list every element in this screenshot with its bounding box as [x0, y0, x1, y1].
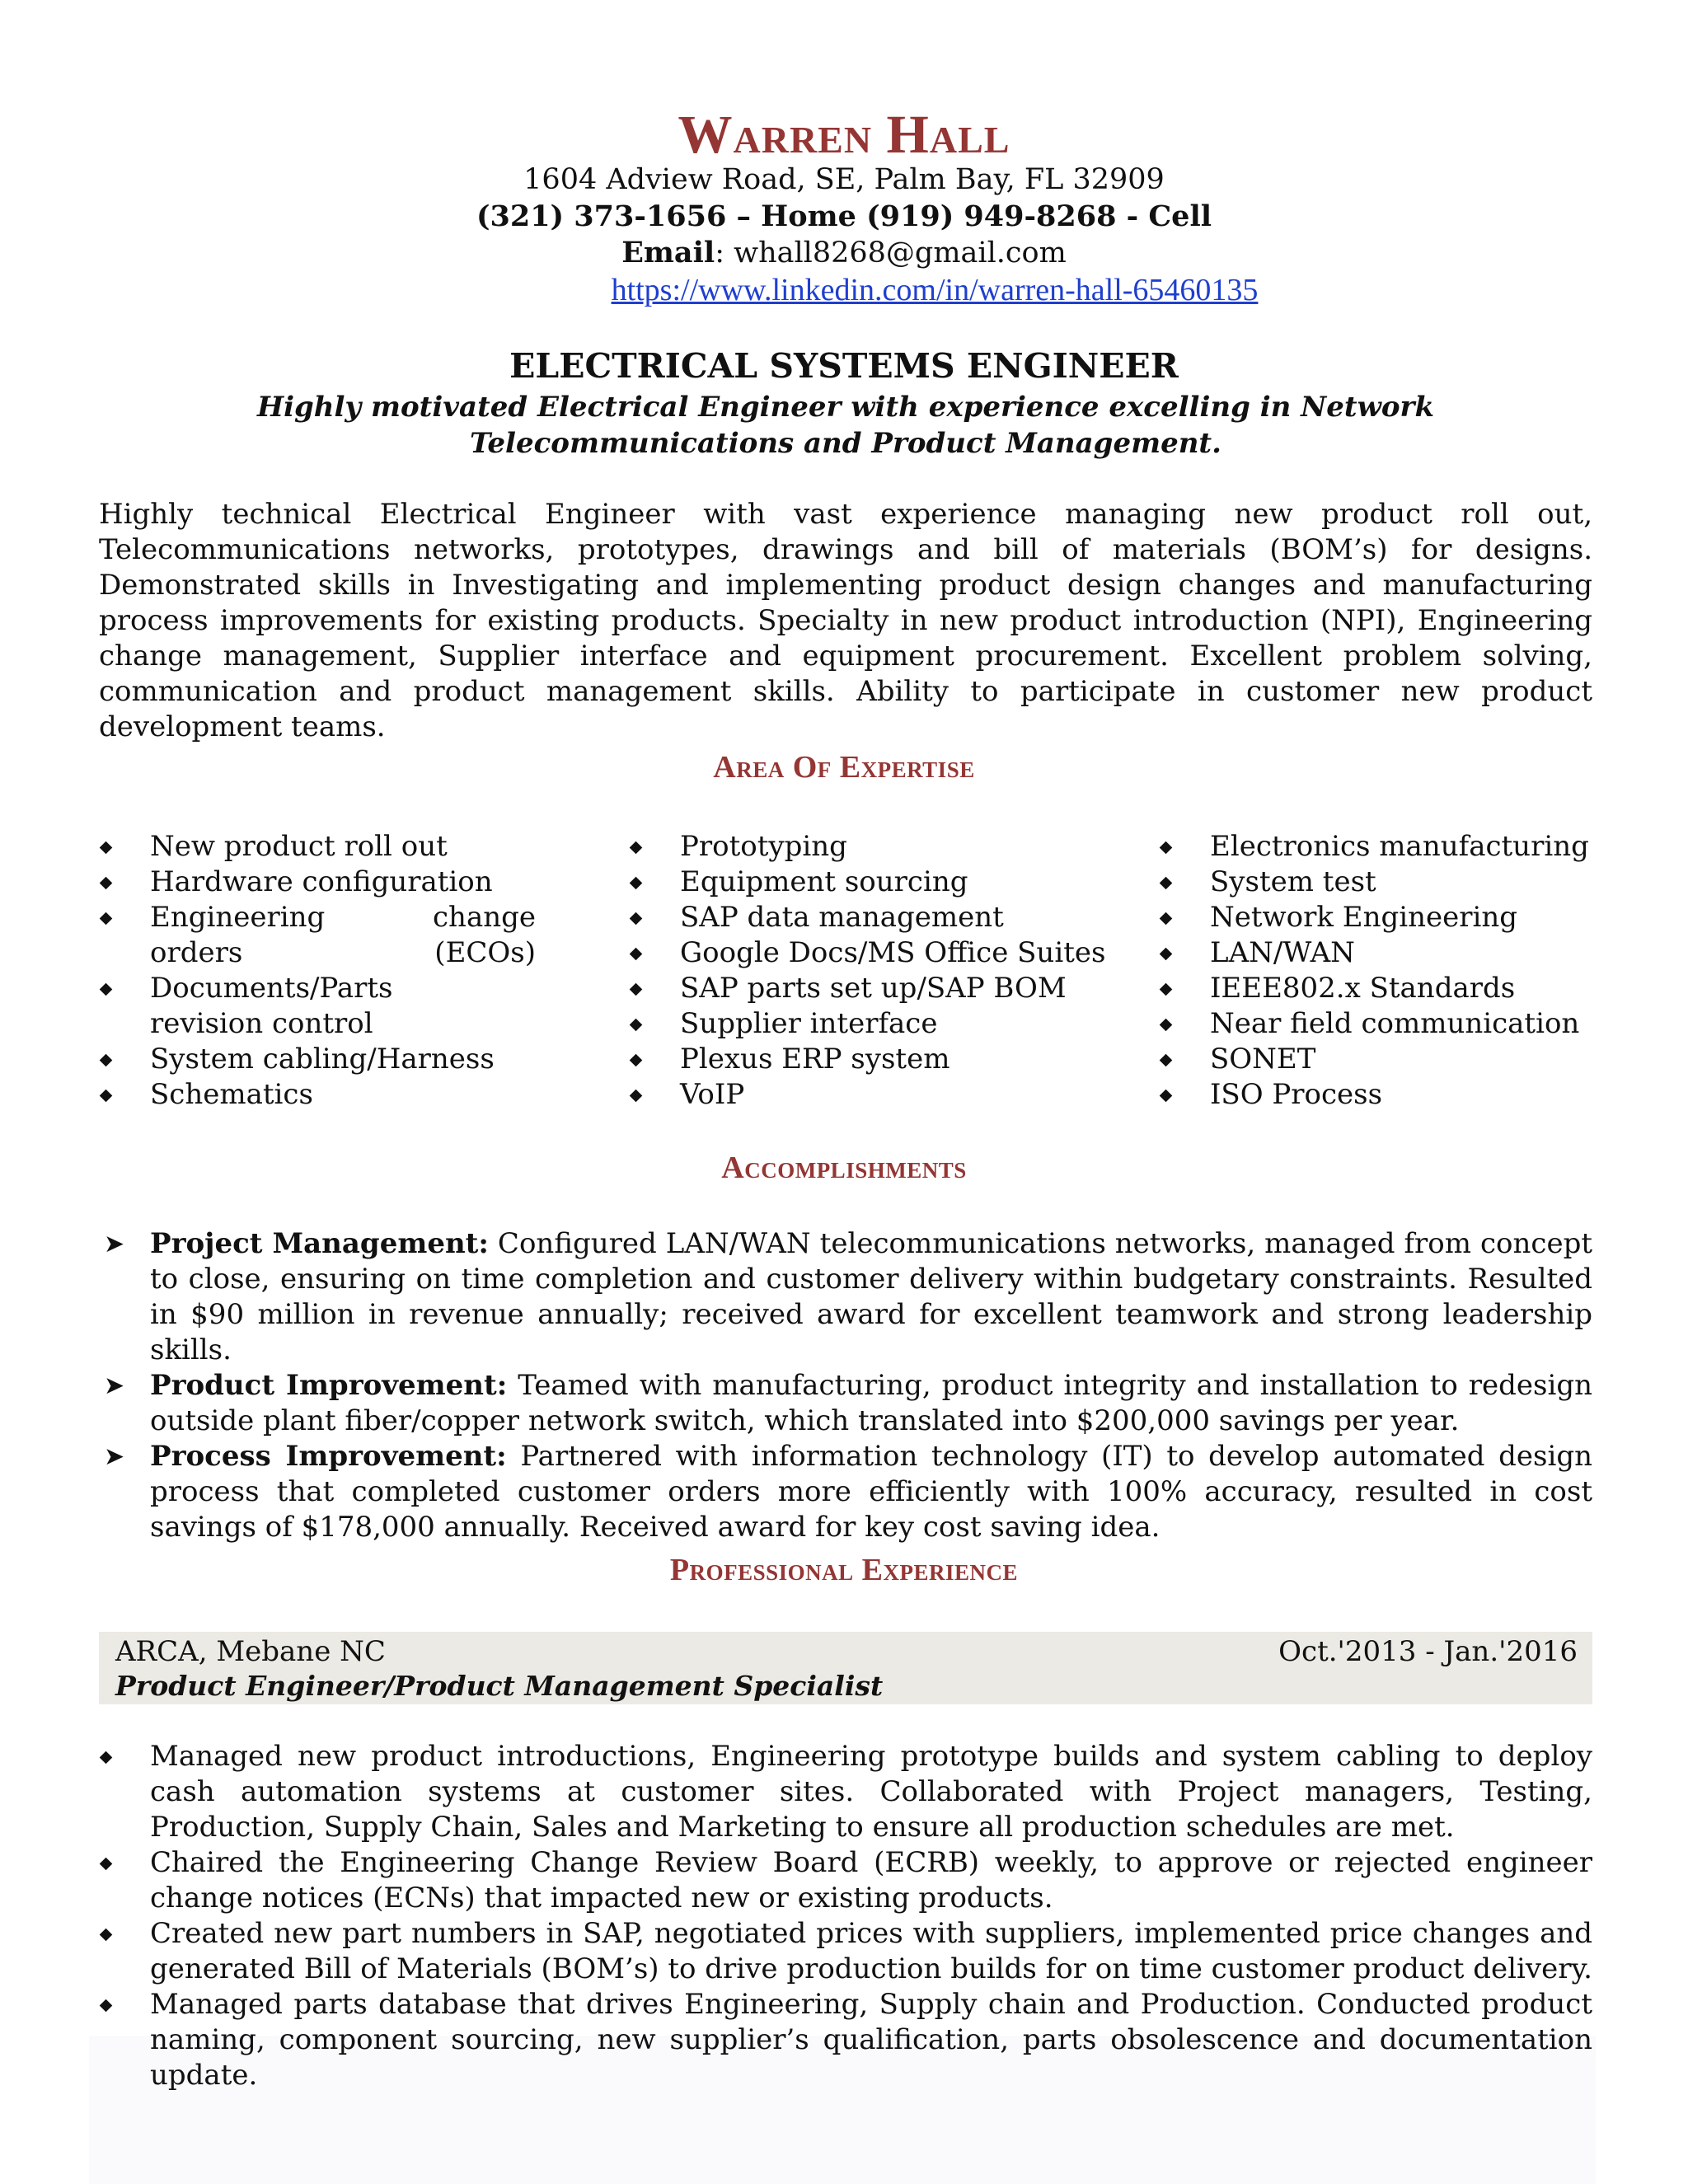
arrow-bullet-icon: ➤: [104, 1230, 125, 1258]
list-item: Plexus ERP system: [629, 1042, 1123, 1077]
list-item: IEEE802.x Standards: [1159, 971, 1620, 1006]
list-item: SAP data management: [629, 900, 1123, 935]
diamond-bullet-icon: [100, 877, 113, 890]
tagline: Highly motivated Electrical Engineer with experience excelling in Network Telecommunications and Product Management.: [256, 391, 1435, 460]
diamond-bullet-icon: [630, 877, 643, 890]
list-item: Schematics: [99, 1077, 536, 1113]
diamond-bullet-icon: [100, 983, 113, 996]
diamond-bullet-icon: [630, 1090, 643, 1103]
diamond-bullet-icon: [1160, 1019, 1173, 1032]
diamond-bullet-icon: [100, 1858, 113, 1871]
diamond-bullet-icon: [100, 1090, 113, 1103]
arrow-bullet-icon: ➤: [104, 1442, 125, 1471]
list-item: Managed new product introductions, Engineering prototype builds and system cabling to deploy cash automation systems at customer sites. Collaborated with Project managers, Testing, Production, Supply Chain, Sales and Marketing to ensure all production schedules are met.: [99, 1739, 1592, 1845]
diamond-bullet-icon: [100, 1054, 113, 1067]
list-item: SONET: [1159, 1042, 1620, 1077]
list-item: Documents/Parts revision control: [99, 971, 397, 1042]
list-item: Managed parts database that drives Engineering, Supply chain and Production. Conducted product naming, component sourcing, new supplier’s qualification, parts obsolescence and documentation update.: [99, 1987, 1592, 2093]
list-item: Near field communication: [1159, 1006, 1620, 1042]
list-item: ➤ Product Improvement: Teamed with manufacturing, product integrity and installation to redesign outside plant fiber/copper network switch, which translated into $200,000 savings per year.: [104, 1369, 1593, 1437]
accomplishments-heading: Accomplishments: [721, 1151, 967, 1185]
diamond-bullet-icon: [1160, 1054, 1173, 1067]
address: 1604 Adview Road, SE, Palm Bay, FL 32909: [523, 163, 1165, 196]
expertise-heading: Area Of Expertise: [713, 750, 975, 785]
expertise-column-2: [629, 829, 1123, 1113]
diamond-bullet-icon: [1160, 912, 1173, 926]
list-item: SAP parts set up/SAP BOM: [629, 971, 1123, 1006]
email-line: [0, 235, 1688, 271]
list-item: Hardware configuration: [99, 865, 536, 900]
list-item: ISO Process: [1159, 1077, 1620, 1113]
diamond-bullet-icon: [100, 841, 113, 855]
list-item: LAN/WAN: [1159, 935, 1620, 971]
experience-heading: Professional Experience: [669, 1553, 1019, 1587]
diamond-bullet-icon: [630, 983, 643, 996]
diamond-bullet-icon: [1160, 1090, 1173, 1103]
email-label: Email: [621, 236, 715, 269]
employment-dates: Oct.'2013 - Jan.'2016: [1278, 1635, 1578, 1668]
list-item: VoIP: [629, 1077, 1123, 1113]
company-name: ARCA, Mebane NC: [115, 1635, 386, 1668]
list-item: ➤ Project Management: Configured LAN/WAN telecommunications networks, managed from concept to close, ensuring on time completion and customer delivery within budgetary constraints. Resulted in $90 million in revenue annually; received award for excellent teamwork and strong leadership skills.: [104, 1227, 1592, 1366]
diamond-bullet-icon: [630, 948, 643, 961]
expertise-column-3: [1159, 829, 1620, 1113]
professional-summary: Highly technical Electrical Engineer with vast experience managing new product roll out, Telecommunications networks, prototypes, drawings and bill of materials (BOM’s) for designs. Demonstrated skills in Investigating and implementing product design changes and manufacturing process improvements for existing products. Specialty in new product introduction (NPI), Engineering change management, Supplier interface and equipment procurement. Excellent problem solving, communication and product management skills. Ability to participate in customer new product development teams.: [99, 498, 1592, 743]
diamond-bullet-icon: [630, 1019, 643, 1032]
candidate-name: Warren Hall: [678, 105, 1010, 165]
diamond-bullet-icon: [630, 841, 643, 855]
list-item: ➤ Process Improvement: Partnered with information technology (IT) to develop automated design process that completed customer orders more efficiently with 100% accuracy, resulted in cost savings of $178,000 annually. Received award for key cost saving idea.: [104, 1440, 1592, 1544]
diamond-bullet-icon: [1160, 841, 1173, 855]
diamond-bullet-icon: [100, 1999, 113, 2013]
arrow-bullet-icon: ➤: [104, 1371, 125, 1400]
email-address[interactable]: : whall8268@gmail.com: [715, 237, 1067, 269]
diamond-bullet-icon: [630, 912, 643, 926]
experience-header-bar: [99, 1632, 1592, 1704]
experience-bullets: [99, 1739, 1592, 2093]
diamond-bullet-icon: [100, 1929, 113, 1942]
list-item: New product roll out: [99, 829, 536, 865]
list-item: Google Docs/MS Office Suites: [629, 935, 1123, 971]
diamond-bullet-icon: [100, 1751, 113, 1765]
list-item: Prototyping: [629, 829, 1123, 865]
list-item: Network Engineering: [1159, 900, 1620, 935]
diamond-bullet-icon: [1160, 948, 1173, 961]
list-item: Supplier interface: [629, 1006, 1123, 1042]
job-title: ELECTRICAL SYSTEMS ENGINEER: [509, 346, 1179, 386]
accomplishments-list: [99, 1226, 1592, 1545]
list-item: Electronics manufacturing: [1159, 829, 1620, 865]
list-item: Chaired the Engineering Change Review Board (ECRB) weekly, to approve or rejected engineer change notices (ECNs) that impacted new or existing products.: [99, 1845, 1592, 1916]
list-item: Equipment sourcing: [629, 865, 1123, 900]
diamond-bullet-icon: [630, 1054, 643, 1067]
diamond-bullet-icon: [1160, 877, 1173, 890]
list-item: System cabling/Harness: [99, 1042, 536, 1077]
diamond-bullet-icon: [1160, 983, 1173, 996]
list-item: System test: [1159, 865, 1620, 900]
job-role: Product Engineer/Product Management Specialist: [115, 1670, 884, 1702]
list-item: Created new part numbers in SAP, negotiated prices with suppliers, implemented price changes and generated Bill of Materials (BOM’s) to drive production builds for on time customer product delivery.: [99, 1916, 1592, 1987]
phone-numbers: (321) 373-1656 – Home (919) 949-8268 - Cell: [476, 199, 1212, 233]
diamond-bullet-icon: [100, 912, 113, 926]
list-item: Engineering change orders (ECOs): [99, 900, 536, 971]
expertise-column-1: [99, 829, 536, 1113]
linkedin-link[interactable]: https://www.linkedin.com/in/warren-hall-65460135: [611, 273, 1259, 307]
